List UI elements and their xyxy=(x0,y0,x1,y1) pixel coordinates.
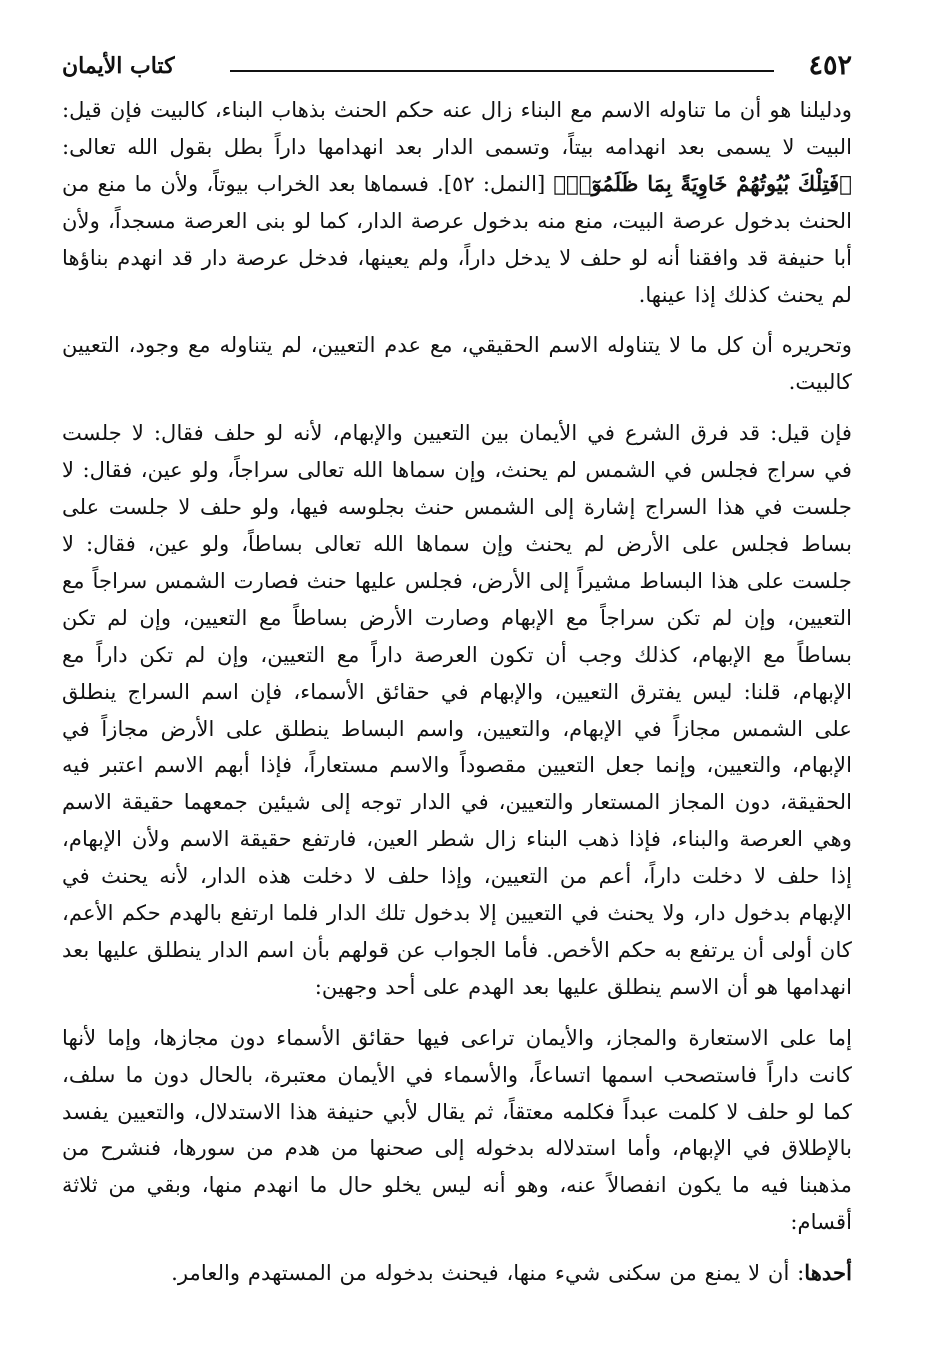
paragraph-1 xyxy=(62,92,852,313)
paragraph-5 xyxy=(62,1255,852,1292)
paragraph-gap xyxy=(62,1241,852,1255)
page-number: ٤٥٢ xyxy=(808,50,852,81)
paragraph-3: فإن قيل: قد فرق الشرع في الأيمان بين التعيين والإبهام، لأنه لو حلف فقال: لا جلست في سراج فجلس في الشمس لم يحنث، وإن سماها الله تعالى سراجاً، ولو عين، فقال: لا جلست في هذا السراج إشارة إلى الشمس حنث بجلوسه فيها، ولو حلف لا جلست على بساط فجلس على الأرض لم يحنث وإن سماها الله تعالى بساطاً، ولو عين، فقال: لا جلست على هذا البساط مشيراً إلى الأرض، فجلس عليها حنث فصارت الشمس سراجاً مع التعيين، وإن لم تكن سراجاً مع الإبهام وصارت الأرض بساطاً مع التعيين، وإن لم تكن بساطاً مع الإبهام، كذلك وجب أن تكون العرصة داراً مع التعيين، وإن لم تكن داراً مع الإبهام، قلنا: ليس يفترق التعيين، والإبهام في حقائق الأسماء، فإن اسم السراج ينطلق على الشمس مجازاً في الإبهام، والتعيين، واسم البساط ينطلق على الأرض مجازاً في الإبهام، والتعيين، وإنما جعل التعيين مقصوداً والاسم مستعاراً، فإذا أبهم الاسم اعتبر فيه الحقيقة، دون المجاز المستعار والتعيين، في الدار توجه إلى شيئين جمعهما حقيقة الاسم وهي العرصة والبناء، فإذا ذهب البناء زال شطر العين، فارتفع حقيقة الاسم ولأن الإبهام، إذا حلف لا دخلت داراً، أعم من التعيين، وإذا حلف لا دخلت هذه الدار، لأنه يحنث في الإبهام بدخول دار، ولا يحنث في التعيين إلا بدخول تلك الدار فلما ارتفع بالهدم حكم الأعم، كان أولى أن يرتفع به حكم الأخص. فأما الجواب عن قولهم بأن اسم الدار ينطلق عليها بعد انهدامها هو أن الاسم ينطلق عليها بعد الهدم على أحد وجهين: xyxy=(62,420,852,999)
section-lead: أحدها xyxy=(804,1260,852,1286)
header-rule xyxy=(230,70,774,72)
page-header xyxy=(62,46,852,90)
paragraph-gap xyxy=(62,313,852,327)
paragraph-1-text: ودليلنا هو أن ما تناوله الاسم مع البناء زال عنه حكم الحنث بذهاب البناء، كالبيت فإن قيل: البيت لا يسمى بعد انهدامه بيتاً، وتسمى الدار بعد انهدامها داراً بطل بقول الله تعالى: xyxy=(62,97,852,159)
page-body xyxy=(62,92,852,1292)
paragraph-1-text-cont: [النمل: ٥٢]. فسماها بعد الخراب بيوتاً، ولأن ما منع من الحنث بدخول عرصة البيت، منع منه بدخول عرصة الدار، كما لو بنى العرصة مسجداً، ولأن أبا حنيفة قد وافقنا أنه لو حلف لا يدخل داراً، ولم يعينها، فدخل عرصة دار قد انهدم بناؤها لم يحنث كذلك إذا عينها. xyxy=(62,170,852,307)
paragraph-2: وتحريره أن كل ما لا يتناوله الاسم الحقيقي، مع عدم التعيين، لم يتناوله مع وجود، التعيين كالبيت. xyxy=(62,332,852,395)
paragraph-gap xyxy=(62,1006,852,1020)
paragraph-gap xyxy=(62,401,852,415)
book-title: كتاب الأيمان xyxy=(62,53,175,79)
paragraph-4: إما على الاستعارة والمجاز، والأيمان تراعى فيها حقائق الأسماء دون مجازها، وإما لأنها كانت داراً فاستصحب اسمها اتساعاً، والأسماء في الأيمان معتبرة، بالحال دون ما سلف، كما لو حلف لا كلمت عبداً فكلمه معتقاً، ثم يقال لأبي حنيفة هذا الاستدلال، والتعيين يفسد بالإطلاق في الإبهام، وأما استدلاله بدخوله إلى صحنها من هدم من سورها، فنشرح من مذهبنا فيه ما يكون انفصالاً عنه، وهو أنه ليس يخلو حال ما انهدم منها، وبقي من ثلاثة أقسام: xyxy=(62,1024,852,1235)
quran-quote: ﴿فَتِلْكَ بُيُوتُهُمْ خَاوِيَةً بِمَا ظَلَمُوٓا۟﴾ xyxy=(553,170,852,196)
paragraph-5-text: : أن لا يمنع من سكنى شيء منها، فيحنث بدخوله من المستهدم والعامر. xyxy=(171,1260,805,1286)
